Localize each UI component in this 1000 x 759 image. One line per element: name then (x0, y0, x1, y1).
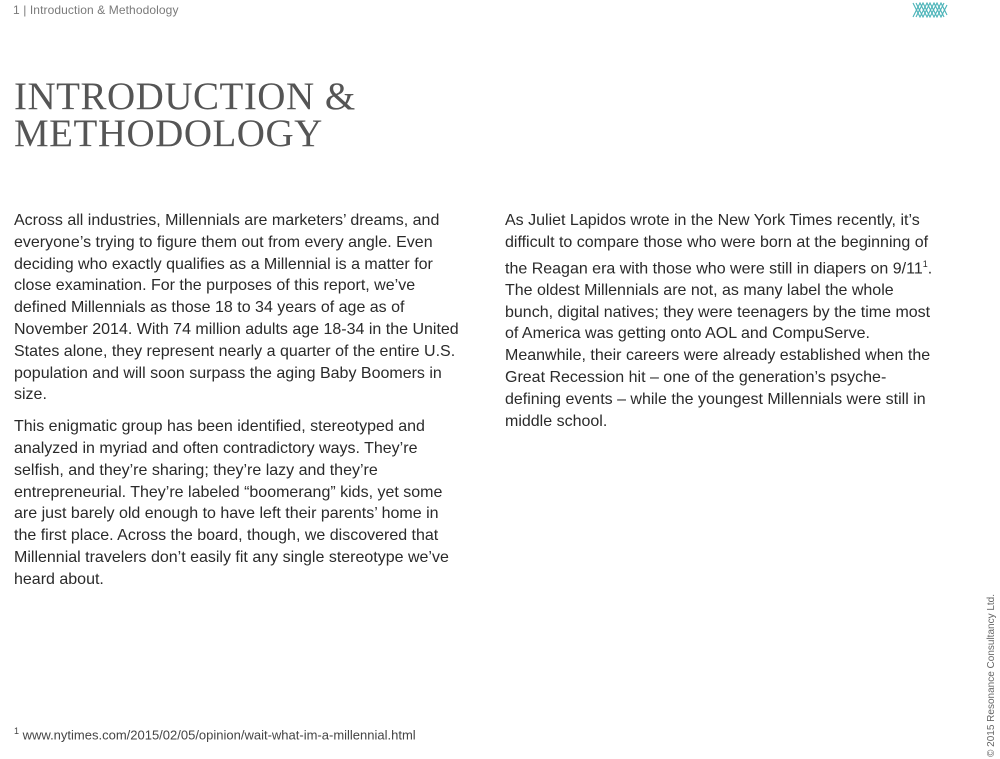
left-paragraph-2: This enigmatic group has been identified, stereotyped and analyzed in myriad and often contradictory ways. They’re selfish, and they’re sharing; they’re lazy and they’re entrepreneurial. They’re labeled “boomerang” kids, yet some are just barely old enough to have left their parents’ home in the first place. Across the board, though, we discovered that Millennial travelers don’t easily fit any single stereotype we’ve heard about. (14, 418, 449, 588)
page-title-line-2: METHODOLOGY (14, 112, 323, 155)
page-title-line-1: INTRODUCTION & (14, 75, 356, 118)
cross-hatch-logo-icon (912, 2, 948, 18)
right-paragraph-1-end: . The oldest Millennials are not, as many label the whole bunch, digital natives; they were teenagers by the time most of America was getting onto AOL and CompuServe. Meanwhile, their careers were already established when the Great Recession hit – one of the generation’s psyche-defining events – while the youngest Millennials were still in middle school. (505, 259, 933, 430)
right-paragraph-1-start: As Juliet Lapidos wrote in the New York Times recently, it’s difficult to compare those who were born at the beginning of the Reagan era with those who were still in diapers on 9/11 (505, 212, 929, 277)
left-text-column (14, 210, 462, 601)
footnote (14, 726, 416, 742)
right-paragraph-1 (505, 210, 935, 432)
copyright-text: © 2015 Resonance Consultancy Ltd. (986, 593, 997, 757)
page-title (14, 75, 356, 155)
left-paragraph-1: Across all industries, Millennials are marketers’ dreams, and everyone’s trying to figure them out from every angle. Even deciding who exactly qualifies as a Millennial is a matter for close examination. For the purposes of this report, we’ve defined Millennials as those 18 to 34 years of age as of November 2014. With 74 million adults age 18-34 in the United States alone, they represent nearly a quarter of the entire U.S. population and will soon surpass the aging Baby Boomers in size. (14, 212, 459, 404)
right-text-column (505, 210, 935, 442)
page-header: 1 | Introduction & Methodology (13, 3, 179, 17)
footnote-link[interactable]: www.nytimes.com/2015/02/05/opinion/wait-what-im-a-millennial.html (19, 727, 416, 743)
footnote-reference: 1 (922, 258, 928, 269)
footnote-marker: 1 (14, 726, 20, 736)
